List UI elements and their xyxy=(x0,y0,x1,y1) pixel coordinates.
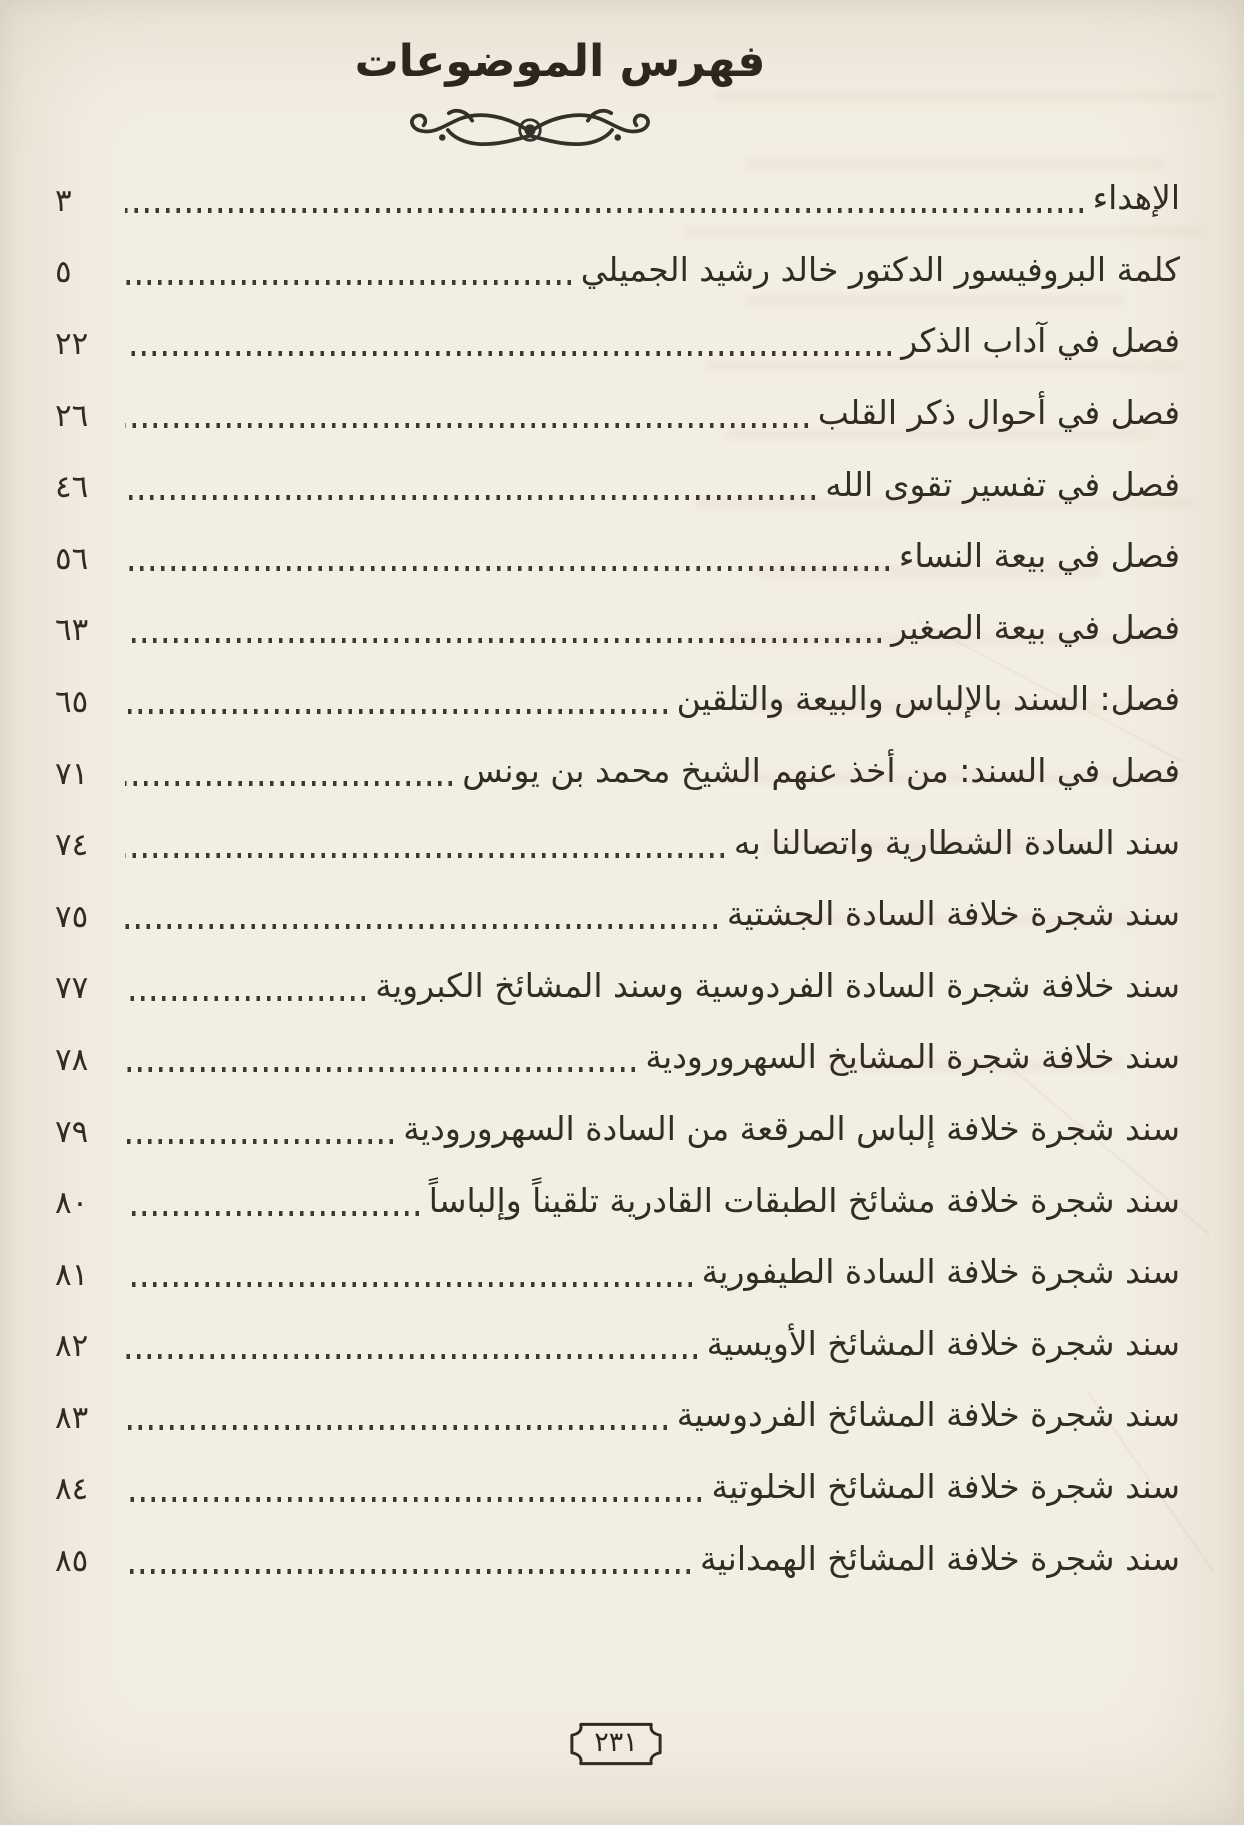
toc-entry xyxy=(55,305,1180,377)
toc-entry-label: سند شجرة خلافة المشائخ الخلوتية xyxy=(711,1466,1180,1506)
toc-entry xyxy=(55,1379,1180,1451)
dot-leader xyxy=(125,351,891,356)
dot-leader xyxy=(125,1569,690,1574)
toc-entry-label: سند شجرة خلافة المشائخ الأويسية xyxy=(706,1323,1180,1363)
floral-flourish-icon xyxy=(390,102,670,158)
toc-entry-page: ٨٠ xyxy=(55,1185,89,1222)
toc-entry-label: فصل في آداب الذكر xyxy=(901,321,1180,361)
toc-entry-page: ٢٦ xyxy=(55,397,89,434)
toc-entry xyxy=(55,592,1180,664)
toc-entry-page: ٣ xyxy=(55,182,72,219)
toc-entry-page: ٧٩ xyxy=(55,1113,89,1150)
toc-entry xyxy=(55,950,1180,1022)
toc-entry-label: فصل: السند بالإلباس والبيعة والتلقين xyxy=(676,679,1180,719)
dot-leader xyxy=(125,709,667,714)
dot-leader xyxy=(125,208,1083,213)
toc-entry-page: ٨٤ xyxy=(55,1471,89,1508)
ornament-divider xyxy=(0,102,1244,158)
dot-leader xyxy=(125,853,724,858)
toc-entry-label: سند شجرة خلافة إلباس المرقعة من السادة السهرورودية xyxy=(403,1109,1180,1149)
toc-entry xyxy=(55,1308,1180,1380)
toc-entry-page: ٥٦ xyxy=(55,540,89,577)
toc-entry-label: فصل في بيعة الصغير xyxy=(891,607,1180,647)
footer-page-number: ٢٣١ xyxy=(594,1727,638,1758)
page-title: فهرس الموضوعات xyxy=(354,36,766,87)
toc-entry-page: ٨٣ xyxy=(55,1399,89,1436)
page-number-box xyxy=(567,1720,665,1768)
toc-entry-label: سند خلافة شجرة المشايخ السهرورودية xyxy=(645,1037,1180,1077)
toc-entry xyxy=(55,1522,1180,1594)
toc-entry-label: سند شجرة خلافة مشائخ الطبقات القادرية تلقيناً وإلباساً xyxy=(428,1180,1180,1220)
dot-leader xyxy=(125,1139,393,1144)
dot-leader xyxy=(125,495,815,500)
toc-entry-page: ٧٥ xyxy=(55,898,89,935)
toc-entry xyxy=(55,735,1180,807)
toc-entry-page: ٨١ xyxy=(55,1256,89,1293)
toc-entry xyxy=(55,448,1180,520)
toc-entry-label: فصل في أحوال ذكر القلب xyxy=(817,393,1180,433)
dot-leader xyxy=(125,924,717,929)
toc-entry xyxy=(55,1093,1180,1165)
dot-leader xyxy=(125,1282,692,1287)
toc-entry-label: سند شجرة خلافة السادة الجشتية xyxy=(726,894,1180,934)
toc-entry-page: ٦٣ xyxy=(55,612,89,649)
dot-leader xyxy=(125,423,808,428)
toc-entry-label: سند خلافة شجرة السادة الفردوسية وسند المشائخ الكبروية xyxy=(375,965,1180,1005)
toc-entry-page: ٧٤ xyxy=(55,827,89,864)
toc-entry-page: ٨٢ xyxy=(55,1328,89,1365)
toc-entry-page: ٤٦ xyxy=(55,469,89,506)
toc-entry xyxy=(55,1451,1180,1523)
toc-entry-page: ٧٨ xyxy=(55,1041,89,1078)
dot-leader xyxy=(125,566,889,571)
dot-leader xyxy=(125,1354,697,1359)
toc-entry xyxy=(55,1164,1180,1236)
dot-leader xyxy=(125,1211,419,1216)
toc-entry-label: سند شجرة خلافة المشائخ الهمدانية xyxy=(699,1538,1180,1578)
toc-entry-label: فصل في بيعة النساء xyxy=(898,536,1180,576)
toc-list xyxy=(55,162,1180,1594)
toc-entry-label: فصل في السند: من أخذ عنهم الشيخ محمد بن يونس xyxy=(462,751,1180,791)
dot-leader xyxy=(125,1425,667,1430)
dot-leader xyxy=(125,781,452,786)
dot-leader xyxy=(125,1497,701,1502)
toc-entry-page: ٥ xyxy=(55,254,72,291)
toc-entry-page: ٢٢ xyxy=(55,325,89,362)
toc-entry-page: ٦٥ xyxy=(55,683,89,720)
toc-entry xyxy=(55,162,1180,234)
toc-entry-label: سند شجرة خلافة المشائخ الفردوسية xyxy=(676,1395,1180,1435)
toc-entry-label: سند شجرة خلافة السادة الطيفورية xyxy=(701,1252,1180,1292)
toc-entry xyxy=(55,878,1180,950)
toc-entry xyxy=(55,1236,1180,1308)
dot-leader xyxy=(125,1067,635,1072)
toc-entry xyxy=(55,806,1180,878)
toc-entry xyxy=(55,663,1180,735)
toc-entry-page: ٧٧ xyxy=(55,970,89,1007)
toc-entry-label: فصل في تفسير تقوى الله xyxy=(825,464,1180,504)
toc-entry xyxy=(55,1021,1180,1093)
dot-leader xyxy=(125,638,881,643)
toc-entry xyxy=(55,377,1180,449)
dot-leader xyxy=(125,280,571,285)
toc-entry-label: كلمة البروفيسور الدكتور خالد رشيد الجميلي xyxy=(580,249,1180,289)
dot-leader xyxy=(125,996,365,1001)
toc-entry xyxy=(55,234,1180,306)
toc-entry-page: ٨٥ xyxy=(55,1543,89,1580)
toc-entry-label: الإهداء xyxy=(1092,178,1180,218)
toc-entry-page: ٧١ xyxy=(55,755,89,792)
toc-entry-label: سند السادة الشطارية واتصالنا به xyxy=(733,822,1180,862)
toc-entry xyxy=(55,520,1180,592)
